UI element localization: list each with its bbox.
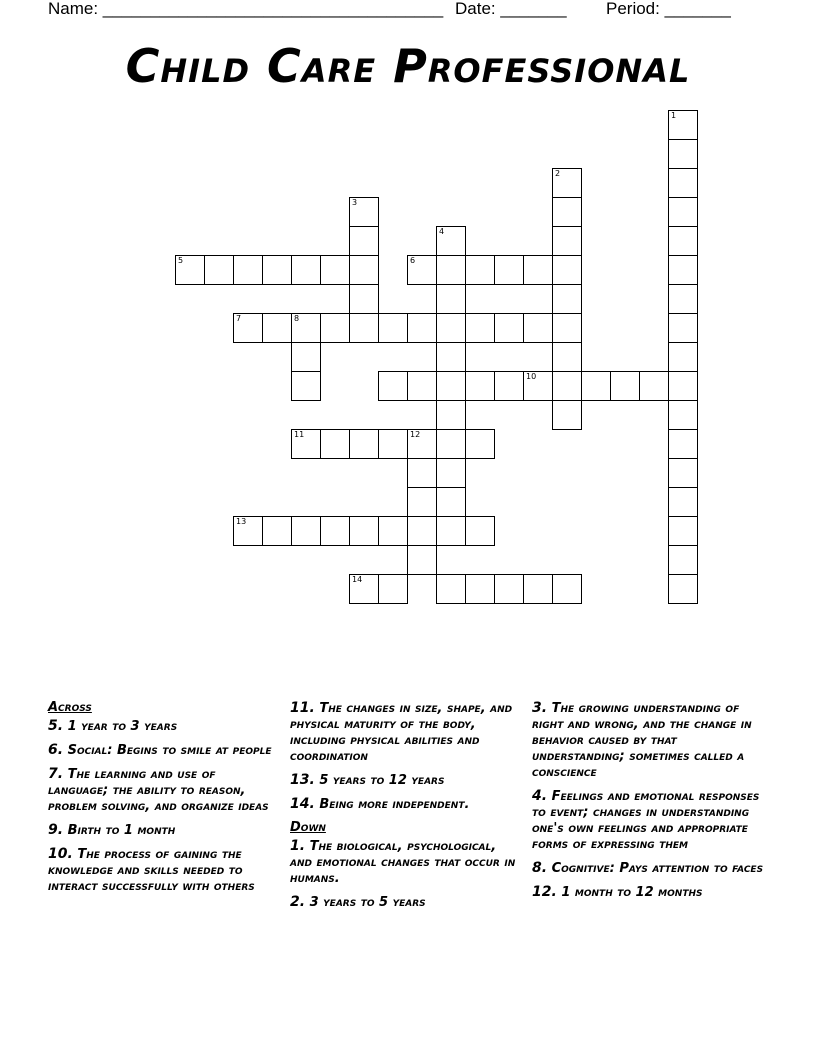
name-field-label: Name: ____________________________________ <box>48 0 444 18</box>
clue-item-number: 14. <box>290 796 315 812</box>
grid-cell[interactable] <box>175 255 205 285</box>
grid-cell[interactable] <box>494 313 524 343</box>
clue-number: 8 <box>294 314 300 323</box>
grid-cell[interactable] <box>378 313 408 343</box>
grid-cell[interactable] <box>523 255 553 285</box>
across-heading: Across <box>48 700 92 715</box>
grid-cell[interactable] <box>320 255 350 285</box>
clue-item-text: 1 month to 12 months <box>556 885 703 900</box>
grid-cell[interactable] <box>668 255 698 285</box>
clue-item-number: 7. <box>48 766 64 782</box>
down-heading: Down <box>290 820 326 835</box>
period-field-label: Period: _______ <box>606 0 731 18</box>
grid-cell[interactable] <box>581 371 611 401</box>
clue-item-text: Birth to 1 month <box>63 823 176 838</box>
clue-item <box>48 822 280 839</box>
clue-item <box>532 700 764 781</box>
clue-number: 13 <box>236 517 247 526</box>
clue-item-number: 13. <box>290 772 315 788</box>
grid-cell[interactable] <box>291 255 321 285</box>
grid-cell[interactable] <box>233 516 263 546</box>
grid-cell[interactable] <box>320 313 350 343</box>
clue-number: 14 <box>352 575 363 584</box>
clue-item-text: Cognitive: Pays attention to faces <box>547 861 764 876</box>
grid-cell[interactable] <box>465 371 495 401</box>
grid-cell[interactable] <box>407 458 437 488</box>
grid-cell[interactable] <box>668 487 698 517</box>
clue-item <box>48 766 280 815</box>
grid-cell[interactable] <box>639 371 669 401</box>
grid-cell[interactable] <box>436 574 466 604</box>
grid-cell[interactable] <box>407 429 437 459</box>
grid-cell[interactable] <box>349 284 379 314</box>
grid-cell[interactable] <box>668 284 698 314</box>
clue-item-text: The growing understanding of right and wrong, and the change in behavior caused by that understanding; sometimes called a conscience <box>532 701 752 780</box>
grid-cell[interactable] <box>552 313 582 343</box>
clue-number: 1 <box>671 111 677 120</box>
grid-cell[interactable] <box>668 458 698 488</box>
grid-cell[interactable] <box>668 371 698 401</box>
grid-cell[interactable] <box>378 429 408 459</box>
clue-item <box>290 700 522 765</box>
grid-cell[interactable] <box>668 429 698 459</box>
grid-cell[interactable] <box>494 255 524 285</box>
grid-cell[interactable] <box>349 197 379 227</box>
clues-column-2 <box>290 700 522 918</box>
clue-item-number: 4. <box>532 788 548 804</box>
clue-item-text: The biological, psychological, and emotional changes that occur in humans. <box>290 839 516 886</box>
clue-item-number: 11. <box>290 700 315 716</box>
clue-number: 4 <box>439 227 445 236</box>
grid-cell[interactable] <box>349 429 379 459</box>
grid-cell[interactable] <box>349 516 379 546</box>
grid-cell[interactable] <box>262 516 292 546</box>
grid-cell[interactable] <box>262 313 292 343</box>
grid-cell[interactable] <box>436 516 466 546</box>
clue-number: 5 <box>178 256 184 265</box>
clue-item <box>290 796 522 813</box>
clue-item <box>48 718 280 735</box>
clue-item <box>532 860 764 877</box>
grid-cell[interactable] <box>523 574 553 604</box>
grid-cell[interactable] <box>668 545 698 575</box>
grid-cell[interactable] <box>668 342 698 372</box>
grid-cell[interactable] <box>465 516 495 546</box>
grid-cell[interactable] <box>349 574 379 604</box>
clue-item <box>48 742 280 759</box>
clue-number: 2 <box>555 169 561 178</box>
grid-cell[interactable] <box>407 516 437 546</box>
clue-item-text: Social: Begins to smile at people <box>63 743 272 758</box>
clue-item-number: 8. <box>532 860 548 876</box>
grid-cell[interactable] <box>291 313 321 343</box>
grid-cell[interactable] <box>436 400 466 430</box>
grid-cell[interactable] <box>204 255 234 285</box>
grid-cell[interactable] <box>436 371 466 401</box>
grid-cell[interactable] <box>494 574 524 604</box>
grid-cell[interactable] <box>233 255 263 285</box>
grid-cell[interactable] <box>436 255 466 285</box>
grid-cell[interactable] <box>494 371 524 401</box>
clue-number: 7 <box>236 314 242 323</box>
down-clue-list <box>290 838 522 911</box>
clue-item-number: 3. <box>532 700 548 716</box>
grid-cell[interactable] <box>552 284 582 314</box>
grid-cell[interactable] <box>552 574 582 604</box>
clue-item-text: 1 year to 3 years <box>63 719 178 734</box>
clue-item-number: 5. <box>48 718 64 734</box>
clue-item-text: Being more independent. <box>314 797 470 812</box>
grid-cell[interactable] <box>291 371 321 401</box>
grid-cell[interactable] <box>610 371 640 401</box>
grid-cell[interactable] <box>436 342 466 372</box>
clue-item-text: Feelings and emotional responses to event; changes in understanding one's own feelings and appropriate forms of expressing them <box>532 789 760 852</box>
grid-cell[interactable] <box>552 226 582 256</box>
grid-cell[interactable] <box>465 313 495 343</box>
clue-item-number: 10. <box>48 846 73 862</box>
grid-cell[interactable] <box>465 255 495 285</box>
grid-cell[interactable] <box>291 516 321 546</box>
grid-cell[interactable] <box>668 110 698 140</box>
clue-item-text: The learning and use of language; the ability to reason, problem solving, and organize ideas <box>48 767 269 814</box>
grid-cell[interactable] <box>407 371 437 401</box>
grid-cell[interactable] <box>349 226 379 256</box>
grid-cell[interactable] <box>668 168 698 198</box>
down-clue-list-continued <box>532 700 764 901</box>
across-clue-list <box>48 718 280 895</box>
clue-number: 3 <box>352 198 358 207</box>
grid-cell[interactable] <box>436 284 466 314</box>
grid-cell[interactable] <box>668 313 698 343</box>
grid-cell[interactable] <box>436 458 466 488</box>
grid-cell[interactable] <box>436 429 466 459</box>
clue-item-text: 5 years to 12 years <box>314 773 445 788</box>
grid-cell[interactable] <box>233 313 263 343</box>
date-field-label: Date: _______ <box>455 0 567 18</box>
clue-number: 11 <box>294 430 305 439</box>
clues-column-1 <box>48 700 280 902</box>
clue-item <box>290 894 522 911</box>
grid-cell[interactable] <box>523 313 553 343</box>
clues-column-3 <box>532 700 764 908</box>
clue-number: 6 <box>410 256 416 265</box>
grid-cell[interactable] <box>291 429 321 459</box>
clue-item-text: 3 years to 5 years <box>305 895 426 910</box>
clue-item-number: 2. <box>290 894 306 910</box>
grid-cell[interactable] <box>668 574 698 604</box>
grid-cell[interactable] <box>668 197 698 227</box>
grid-cell[interactable] <box>668 226 698 256</box>
grid-cell[interactable] <box>436 487 466 517</box>
grid-cell[interactable] <box>436 226 466 256</box>
grid-cell[interactable] <box>349 255 379 285</box>
grid-cell[interactable] <box>552 342 582 372</box>
grid-cell[interactable] <box>378 516 408 546</box>
grid-cell[interactable] <box>668 400 698 430</box>
grid-cell[interactable] <box>291 342 321 372</box>
clue-item <box>290 772 522 789</box>
clue-item-number: 6. <box>48 742 64 758</box>
grid-cell[interactable] <box>523 371 553 401</box>
grid-cell[interactable] <box>320 429 350 459</box>
grid-cell[interactable] <box>465 574 495 604</box>
grid-cell[interactable] <box>378 371 408 401</box>
grid-cell[interactable] <box>552 197 582 227</box>
grid-cell[interactable] <box>552 168 582 198</box>
grid-cell[interactable] <box>552 255 582 285</box>
grid-cell[interactable] <box>262 255 292 285</box>
across-clue-list-continued <box>290 700 522 813</box>
grid-cell[interactable] <box>407 487 437 517</box>
clue-item <box>48 846 280 895</box>
clue-number: 10 <box>526 372 537 381</box>
grid-cell[interactable] <box>668 516 698 546</box>
grid-cell[interactable] <box>407 255 437 285</box>
grid-cell[interactable] <box>552 371 582 401</box>
grid-cell[interactable] <box>407 545 437 575</box>
clue-item-number: 1. <box>290 838 306 854</box>
grid-cell[interactable] <box>552 400 582 430</box>
clue-number: 12 <box>410 430 421 439</box>
grid-cell[interactable] <box>407 313 437 343</box>
grid-cell[interactable] <box>349 313 379 343</box>
clue-item <box>532 884 764 901</box>
grid-cell[interactable] <box>378 574 408 604</box>
clue-item <box>532 788 764 853</box>
grid-cell[interactable] <box>320 516 350 546</box>
grid-cell[interactable] <box>465 429 495 459</box>
clue-item-number: 12. <box>532 884 557 900</box>
clue-item-number: 9. <box>48 822 64 838</box>
page-title: Child Care Professional <box>125 39 691 93</box>
clue-item-text: The process of gaining the knowledge and skills needed to interact successfully with others <box>48 847 255 894</box>
grid-cell[interactable] <box>668 139 698 169</box>
clue-item-text: The changes in size, shape, and physical maturity of the body, including physical abilities and coordination <box>290 701 513 764</box>
grid-cell[interactable] <box>436 313 466 343</box>
clue-item <box>290 838 522 887</box>
